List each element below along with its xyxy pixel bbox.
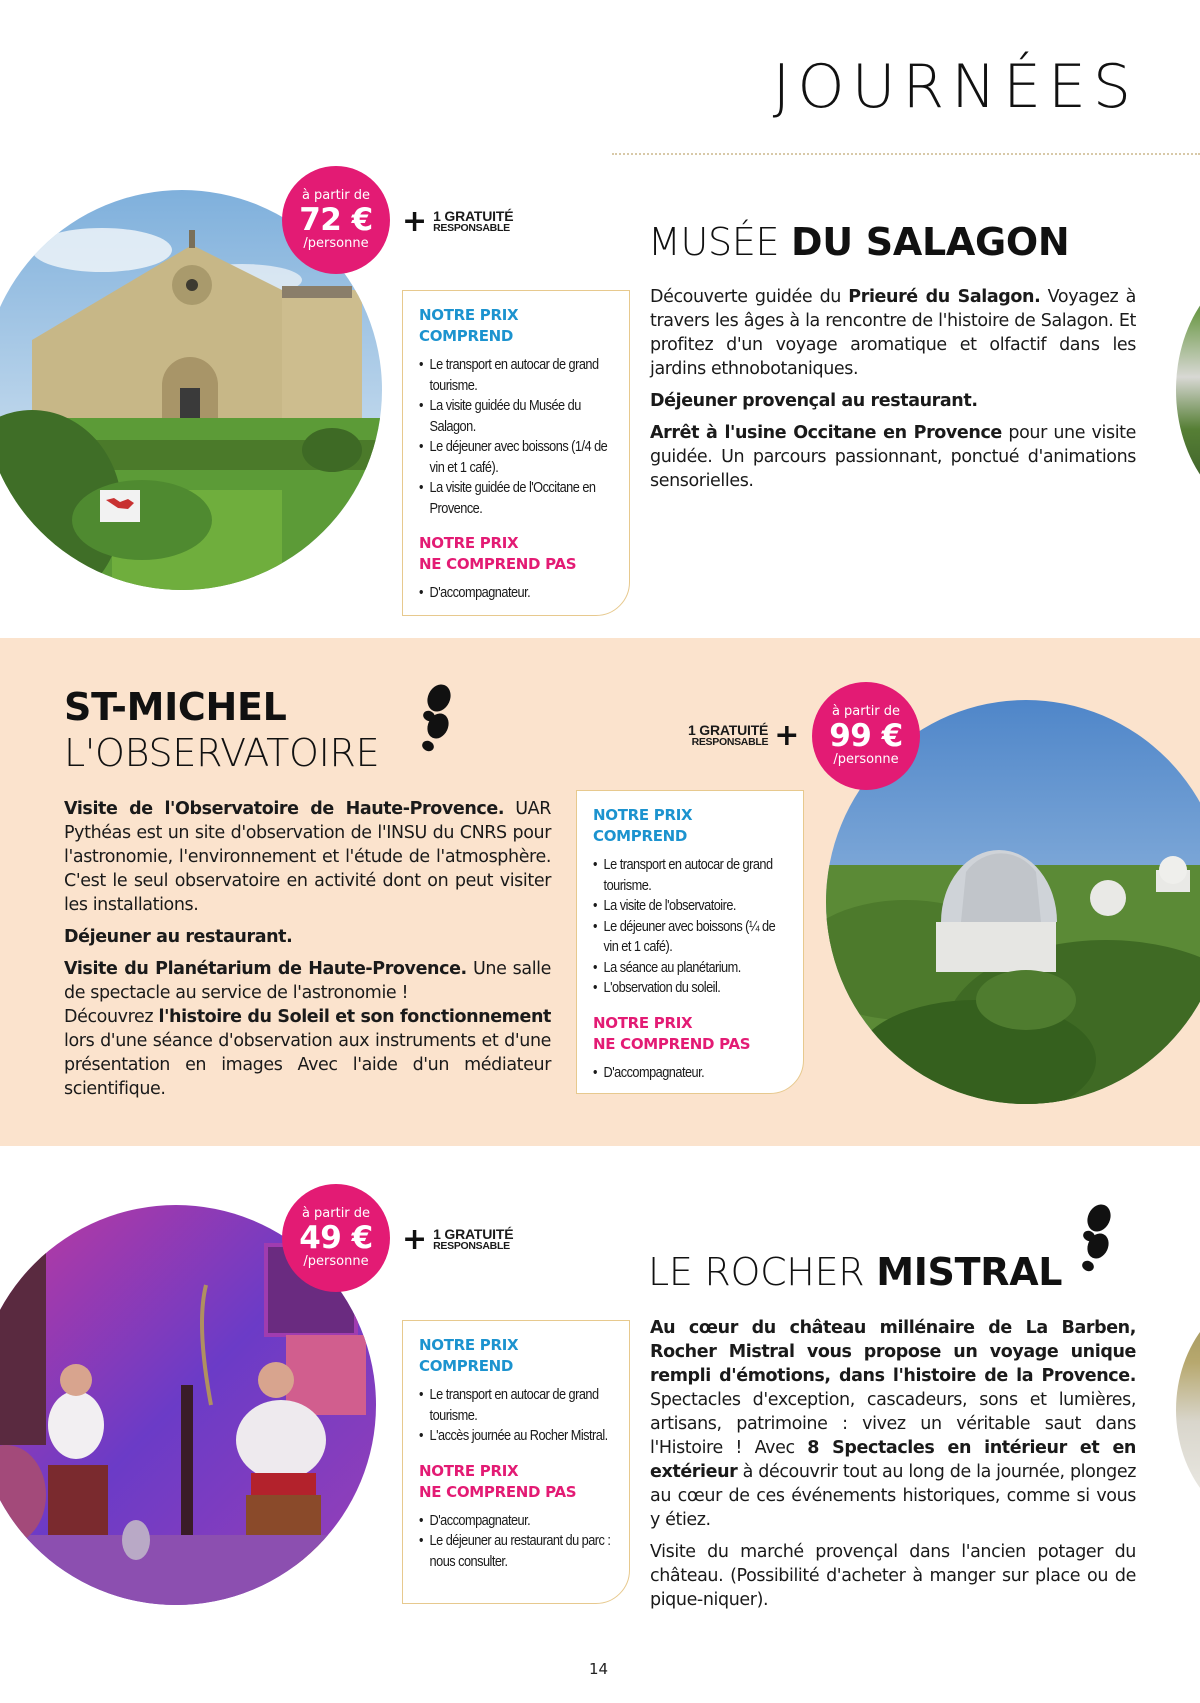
list-item: • Le déjeuner avec boissons (¼ de vin et 1 café). <box>593 917 786 958</box>
includes-heading: NOTRE PRIX COMPREND <box>419 306 519 345</box>
includes-list <box>593 855 789 999</box>
list-item: • Le transport en autocar de grand tourisme. <box>419 355 612 396</box>
plus-icon: + <box>402 1222 428 1257</box>
free-count: 1 GRATUITÉ <box>688 722 769 738</box>
excludes-heading: NOTRE PRIX NE COMPREND PAS <box>419 534 577 573</box>
excludes-list <box>593 1063 789 1084</box>
list-item: • La visite guidée de l'Occitane en Provence. <box>419 478 612 519</box>
list-item: • Le transport en autocar de grand tourisme. <box>419 1385 612 1426</box>
list-item: • L'accès journée au Rocher Mistral. <box>419 1426 612 1447</box>
section-title: MUSÉE DU SALAGON <box>648 220 1070 264</box>
includes-heading: NOTRE PRIX COMPREND <box>593 806 693 845</box>
title-dotted-divider <box>612 153 1200 155</box>
list-item: • D'accompagnateur. <box>419 583 612 604</box>
price-per-label: /personne <box>303 236 369 251</box>
excludes-heading: NOTRE PRIX NE COMPREND PAS <box>593 1013 751 1053</box>
list-item: • L'observation du soleil. <box>593 978 786 999</box>
free-count: 1 GRATUITÉ <box>433 208 514 224</box>
footprints-icon <box>1070 1202 1116 1274</box>
plus-icon: + <box>402 204 428 239</box>
price-from-label: à partir de <box>301 1206 371 1221</box>
list-item: • Le déjeuner au restaurant du parc : nous consulter. <box>419 1531 612 1572</box>
edge-photo-stone <box>1176 1290 1200 1530</box>
price-amount: 49 € <box>299 1220 373 1256</box>
section-title: ST-MICHEL L'OBSERVATOIRE <box>64 685 380 775</box>
section-description: Découverte guidée du Prieuré du Salagon. Voyagez à travers les âges à la rencontre de l'histoire de Salagon. Et profitez d'un voyage aromatique et olfactif dans les jardins ethnobotaniques. Déjeuner provençal au restaurant. Arrêt à l'usine Occitane en Provence pour une visite guidée. Un parcours passionnant, ponctué d'animations sensorielles. <box>650 287 1136 491</box>
page-number: 14 <box>589 1660 609 1678</box>
price-badge <box>282 166 390 274</box>
free-label: RESPONSABLE <box>433 222 510 234</box>
includes-heading: NOTRE PRIX COMPREND <box>419 1336 519 1375</box>
price-per-label: /personne <box>303 1254 369 1269</box>
list-item: • D'accompagnateur. <box>419 1511 612 1532</box>
free-responsible-note <box>402 204 514 239</box>
includes-list <box>419 355 615 519</box>
price-details-box <box>402 290 630 616</box>
page-title: JOURNÉES <box>772 52 1138 122</box>
free-label: RESPONSABLE <box>691 736 769 748</box>
list-item: • D'accompagnateur. <box>593 1063 786 1084</box>
section-description: Visite de l'Observatoire de Haute-Provence. UAR Pythéas est un site d'observation de l'INSU du CNRS pour l'astronomie, l'environnement et l'étude de l'atmosphère. C'est le seul observatoire en activité dont on peut visiter les installations. Déjeuner au restaurant. Visite du Planétarium de Haute-Provence. Une salle de spectacle au service de l'astronomie ! Découvrez l'histoire du Soleil et son fonctionnement lors d'une séance d'observation aux instruments et d'une présentation en images Avec l'aide d'un médiateur scientifique. <box>64 799 552 1099</box>
price-amount: 99 € <box>829 718 903 754</box>
excludes-list <box>419 1511 615 1573</box>
plus-icon: + <box>774 718 800 753</box>
section-description: Au cœur du château millénaire de La Barben, Rocher Mistral vous propose un voyage unique rempli d'émotions, dans l'histoire de la Provence. Spectacles d'exception, cascadeurs, sons et lumières, artisans, patrimoine : vivez un véritable saut dans l'Histoire ! Avec 8 Spectacles en intérieur et en extérieur à découvrir tout au long de la journée, plongez au cœur de ces événements historiques, comme si vous y étiez. Visite du marché provençal dans l'ancien potager du château. (Possibilité d'acheter à manger sur place ou de pique-niquer). <box>650 1318 1136 1610</box>
list-item: • Le déjeuner avec boissons (1/4 de vin et 1 café). <box>419 437 612 478</box>
price-from-label: à partir de <box>831 704 901 719</box>
price-details-box <box>576 790 804 1094</box>
footprints-icon <box>410 682 456 754</box>
list-item: • Le transport en autocar de grand tourisme. <box>593 855 786 896</box>
list-item: • La visite guidée du Musée du Salagon. <box>419 396 612 437</box>
price-amount: 72 € <box>299 202 373 238</box>
edge-photo-garden <box>1176 260 1200 520</box>
excludes-list <box>419 583 615 604</box>
free-label: RESPONSABLE <box>433 1240 510 1252</box>
price-badge <box>812 682 920 790</box>
includes-list <box>419 1385 615 1447</box>
free-responsible-note <box>402 1222 514 1257</box>
free-responsible-note <box>688 718 800 753</box>
free-count: 1 GRATUITÉ <box>433 1226 514 1242</box>
price-badge <box>282 1184 390 1292</box>
price-from-label: à partir de <box>301 188 371 203</box>
price-per-label: /personne <box>833 752 899 767</box>
price-details-box <box>402 1320 630 1604</box>
section-title: LE ROCHER MISTRAL <box>648 1250 1063 1294</box>
excludes-heading: NOTRE PRIX NE COMPREND PAS <box>419 1461 577 1501</box>
list-item: • La visite de l'observatoire. <box>593 896 786 917</box>
list-item: • La séance au planétarium. <box>593 958 786 979</box>
